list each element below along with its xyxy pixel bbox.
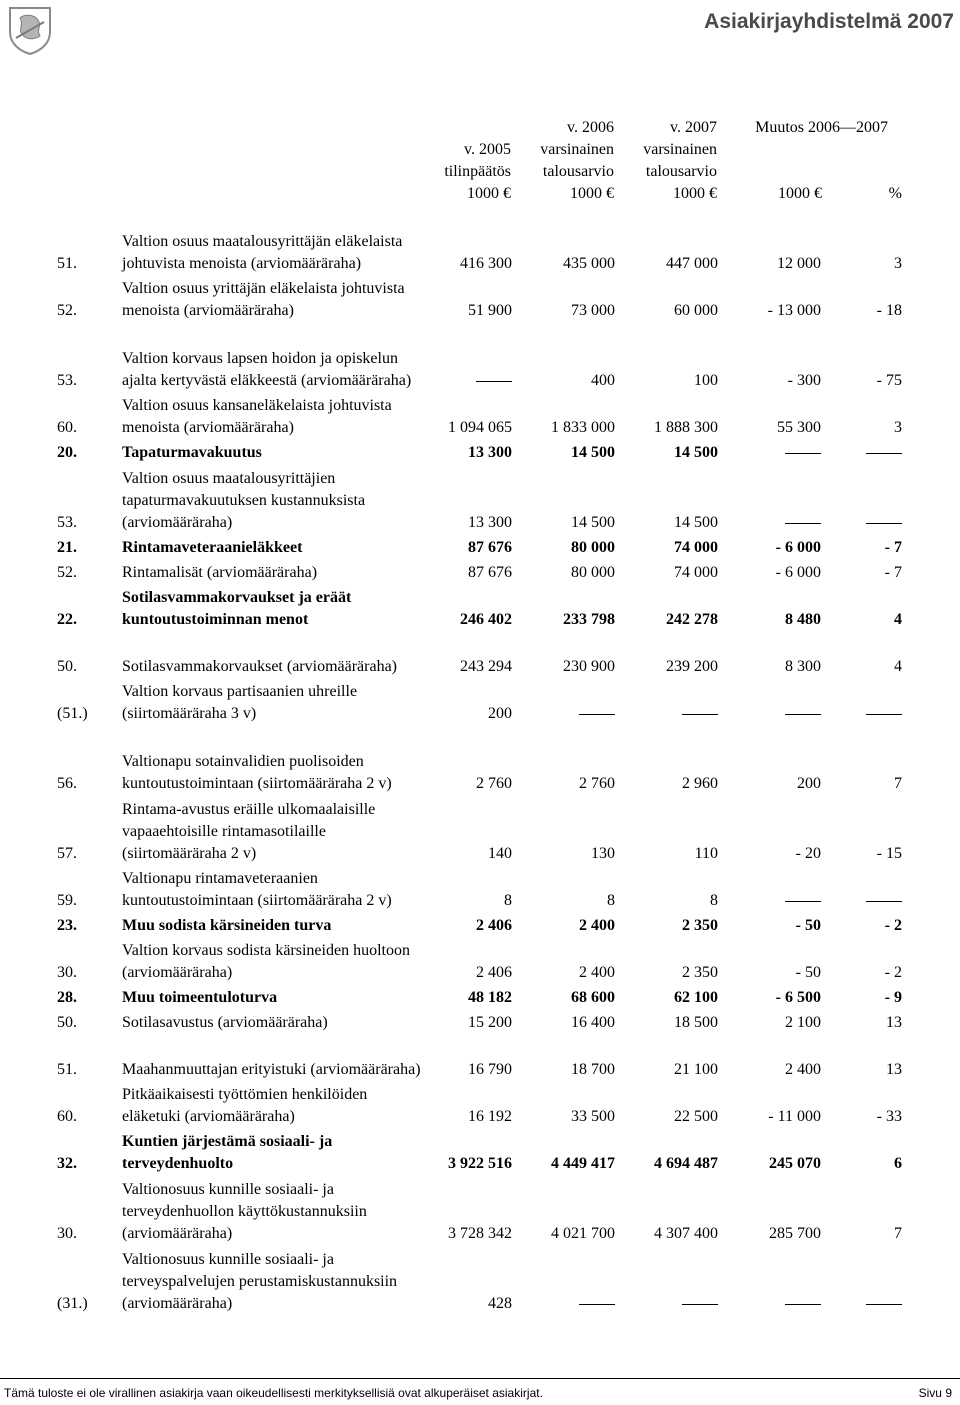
row-value bbox=[718, 678, 821, 725]
row-value: 87 676 bbox=[468, 539, 512, 556]
row-value: - 11 000 bbox=[768, 1108, 821, 1125]
budget-table bbox=[57, 205, 902, 1315]
row-value: 48 182 bbox=[468, 989, 512, 1006]
dash-mark bbox=[866, 1304, 902, 1305]
row-value: - 6 000 bbox=[775, 539, 821, 556]
row-value: 2 350 bbox=[682, 964, 718, 981]
row-value: 4 021 700 bbox=[551, 1225, 615, 1242]
table-row bbox=[57, 795, 902, 865]
dash-mark bbox=[785, 1304, 821, 1305]
dash-mark bbox=[866, 523, 902, 524]
row-value: 2 400 bbox=[579, 964, 615, 981]
row-number: 22. bbox=[57, 611, 77, 628]
page-number: Sivu 9 bbox=[918, 1386, 952, 1400]
column-header-2005: v. 2005 tilinpäätös 1000 € bbox=[444, 141, 511, 202]
row-number: 50. bbox=[57, 1014, 77, 1031]
dash-mark bbox=[476, 381, 512, 382]
row-value: 13 bbox=[886, 1014, 902, 1031]
row-value: - 33 bbox=[876, 1108, 902, 1125]
row-value: 2 400 bbox=[579, 917, 615, 934]
table-row bbox=[57, 534, 902, 559]
row-label: Valtion osuus maatalousyrittäjän eläkelaista johtuvista menoista (arviomääräraha) bbox=[122, 233, 403, 272]
row-number: 60. bbox=[57, 419, 77, 436]
row-value: 4 bbox=[894, 611, 902, 628]
dash-mark bbox=[866, 714, 902, 715]
row-value: 285 700 bbox=[769, 1225, 821, 1242]
row-value: 2 400 bbox=[785, 1061, 821, 1078]
table-row bbox=[57, 322, 902, 392]
row-value: 239 200 bbox=[666, 658, 718, 675]
row-value: - 6 000 bbox=[775, 564, 821, 581]
row-value bbox=[821, 439, 902, 464]
row-value bbox=[615, 1245, 718, 1315]
row-value bbox=[718, 464, 821, 534]
row-number: 23. bbox=[57, 917, 77, 934]
row-value: 3 bbox=[894, 255, 902, 272]
row-number: 52. bbox=[57, 302, 77, 319]
row-value: - 75 bbox=[876, 372, 902, 389]
row-value: 2 406 bbox=[476, 964, 512, 981]
row-value: - 15 bbox=[876, 845, 902, 862]
row-value: - 18 bbox=[876, 302, 902, 319]
row-value: 2 100 bbox=[785, 1014, 821, 1031]
row-value: - 2 bbox=[884, 964, 902, 981]
table-row bbox=[57, 1034, 902, 1081]
table-row bbox=[57, 1175, 902, 1245]
row-value: 447 000 bbox=[666, 255, 718, 272]
row-value: 8 bbox=[607, 892, 615, 909]
row-value bbox=[718, 439, 821, 464]
row-label: Rintama-avustus eräille ulkomaalaisille vapaaehtoisille rintamasotilaille (siirtomääräraha 2 v) bbox=[122, 801, 376, 862]
row-value: 16 192 bbox=[468, 1108, 512, 1125]
row-value: 2 960 bbox=[682, 775, 718, 792]
row-value: 14 500 bbox=[674, 444, 718, 461]
dash-mark bbox=[866, 901, 902, 902]
table-row bbox=[57, 439, 902, 464]
row-label: Valtion korvaus sodista kärsineiden huoltoon (arviomääräraha) bbox=[122, 942, 410, 981]
row-value: - 50 bbox=[795, 964, 821, 981]
row-label: Valtion osuus kansaneläkelaista johtuvista menoista (arviomääräraha) bbox=[122, 397, 392, 436]
table-row bbox=[57, 205, 902, 275]
row-value: 4 307 400 bbox=[654, 1225, 718, 1242]
row-value: - 6 500 bbox=[775, 989, 821, 1006]
row-label: Maahanmuuttajan erityistuki (arviomääräraha) bbox=[122, 1061, 421, 1078]
table-row bbox=[57, 1009, 902, 1034]
row-value: - 7 bbox=[884, 539, 902, 556]
row-number: 51. bbox=[57, 255, 77, 272]
row-label: Valtionapu sotainvalidien puolisoiden kuntoutustoimintaan (siirtomääräraha 2 v) bbox=[122, 753, 392, 792]
row-label: Rintamaveteraanieläkkeet bbox=[122, 539, 303, 556]
dash-mark bbox=[785, 453, 821, 454]
row-number: (31.) bbox=[57, 1295, 88, 1312]
row-label: Pitkäaikaisesti työttömien henkilöiden eläketuki (arviomääräraha) bbox=[122, 1086, 368, 1125]
row-value bbox=[512, 678, 615, 725]
table-row bbox=[57, 559, 902, 584]
row-number: 21. bbox=[57, 539, 77, 556]
row-value: 2 760 bbox=[476, 775, 512, 792]
row-value: 22 500 bbox=[674, 1108, 718, 1125]
row-value: 200 bbox=[797, 775, 821, 792]
row-label: Valtion osuus maatalousyrittäjien tapaturmavakuutuksen kustannuksista (arviomääräraha) bbox=[122, 470, 366, 531]
row-value: 80 000 bbox=[571, 539, 615, 556]
row-label: Muu toimeentuloturva bbox=[122, 989, 278, 1006]
row-value: 140 bbox=[488, 845, 512, 862]
row-value: - 2 bbox=[884, 917, 902, 934]
row-value: 8 480 bbox=[785, 611, 821, 628]
dash-mark bbox=[785, 523, 821, 524]
table-row bbox=[57, 1128, 902, 1175]
dash-mark bbox=[682, 714, 718, 715]
row-value bbox=[512, 1245, 615, 1315]
row-value: 1 833 000 bbox=[551, 419, 615, 436]
table-row bbox=[57, 392, 902, 439]
coat-of-arms-icon bbox=[4, 4, 56, 56]
row-value: 416 300 bbox=[460, 255, 512, 272]
row-value: 12 000 bbox=[777, 255, 821, 272]
row-value: 100 bbox=[694, 372, 718, 389]
row-value: 8 bbox=[504, 892, 512, 909]
row-value: 4 449 417 bbox=[551, 1155, 615, 1172]
dash-mark bbox=[579, 714, 615, 715]
row-value bbox=[615, 678, 718, 725]
row-value: 1 094 065 bbox=[448, 419, 512, 436]
row-label: Sotilasvammakorvaukset (arviomääräraha) bbox=[122, 658, 397, 675]
table-row bbox=[57, 984, 902, 1009]
row-value: 243 294 bbox=[460, 658, 512, 675]
row-value: 15 200 bbox=[468, 1014, 512, 1031]
row-value: 14 500 bbox=[571, 514, 615, 531]
row-value: 13 300 bbox=[468, 444, 512, 461]
row-value: 4 694 487 bbox=[654, 1155, 718, 1172]
row-value bbox=[821, 1245, 902, 1315]
row-value: 74 000 bbox=[674, 564, 718, 581]
document-title: Asiakirjayhdistelmä 2007 bbox=[704, 10, 954, 33]
row-value: 68 600 bbox=[571, 989, 615, 1006]
row-number: 53. bbox=[57, 372, 77, 389]
row-value: 8 300 bbox=[785, 658, 821, 675]
row-value: 16 790 bbox=[468, 1061, 512, 1078]
row-number: 57. bbox=[57, 845, 77, 862]
row-number: 50. bbox=[57, 658, 77, 675]
row-value: 60 000 bbox=[674, 302, 718, 319]
table-row bbox=[57, 725, 902, 795]
row-value: 4 bbox=[894, 658, 902, 675]
row-value bbox=[718, 865, 821, 912]
column-header-2007: v. 2007 varsinainen talousarvio 1000 € bbox=[643, 119, 717, 202]
table-row bbox=[57, 1081, 902, 1128]
row-value: 18 500 bbox=[674, 1014, 718, 1031]
row-value bbox=[821, 865, 902, 912]
row-value: 33 500 bbox=[571, 1108, 615, 1125]
row-label: Valtionapu rintamaveteraanien kuntoutustoimintaan (siirtomääräraha 2 v) bbox=[122, 870, 392, 909]
row-number: 56. bbox=[57, 775, 77, 792]
row-label: Tapaturmavakuutus bbox=[122, 444, 262, 461]
row-value: 6 bbox=[894, 1155, 902, 1172]
row-value: 14 500 bbox=[674, 514, 718, 531]
row-number: 59. bbox=[57, 892, 77, 909]
row-number: 32. bbox=[57, 1155, 77, 1172]
row-value: 21 100 bbox=[674, 1061, 718, 1078]
row-value: 7 bbox=[894, 1225, 902, 1242]
row-value: - 20 bbox=[795, 845, 821, 862]
row-value: 55 300 bbox=[777, 419, 821, 436]
row-number: 30. bbox=[57, 1225, 77, 1242]
dash-mark bbox=[682, 1304, 718, 1305]
row-value: 246 402 bbox=[460, 611, 512, 628]
row-value: 3 922 516 bbox=[448, 1155, 512, 1172]
row-value bbox=[422, 322, 512, 392]
row-number: 53. bbox=[57, 514, 77, 531]
table-row bbox=[57, 1245, 902, 1315]
row-value: 130 bbox=[591, 845, 615, 862]
page-header bbox=[0, 0, 960, 60]
row-number: 30. bbox=[57, 964, 77, 981]
row-number: 52. bbox=[57, 564, 77, 581]
row-value: 230 900 bbox=[563, 658, 615, 675]
row-value: 8 bbox=[710, 892, 718, 909]
row-value: 18 700 bbox=[571, 1061, 615, 1078]
row-value: 80 000 bbox=[571, 564, 615, 581]
row-value: 1 888 300 bbox=[654, 419, 718, 436]
column-header-change: Muutos 2006—2007 1000 € % bbox=[700, 117, 888, 197]
percent-header: % bbox=[888, 185, 902, 202]
row-value: 87 676 bbox=[468, 564, 512, 581]
row-label: Rintamalisät (arviomääräraha) bbox=[122, 564, 318, 581]
row-value: 435 000 bbox=[563, 255, 615, 272]
row-value: 16 400 bbox=[571, 1014, 615, 1031]
row-label: Kuntien järjestämä sosiaali- ja terveydenhuolto bbox=[122, 1133, 333, 1172]
table-row bbox=[57, 678, 902, 725]
row-value: - 13 000 bbox=[767, 302, 821, 319]
row-value: 233 798 bbox=[563, 611, 615, 628]
row-label: Valtion korvaus lapsen hoidon ja opiskelun ajalta kertyvästä eläkkeestä (arviomääräraha) bbox=[122, 350, 412, 389]
row-value: 428 bbox=[488, 1295, 512, 1312]
table-row bbox=[57, 584, 902, 631]
row-number: 28. bbox=[57, 989, 77, 1006]
footer-notice: Tämä tuloste ei ole virallinen asiakirja vaan oikeudellisesti merkityksellisiä ovat alkuperäiset asiakirjat. bbox=[4, 1386, 543, 1400]
row-label: Muu sodista kärsineiden turva bbox=[122, 917, 332, 934]
dash-mark bbox=[785, 901, 821, 902]
row-value: 245 070 bbox=[769, 1155, 821, 1172]
dash-mark bbox=[866, 453, 902, 454]
row-value: 13 bbox=[886, 1061, 902, 1078]
row-number: 60. bbox=[57, 1108, 77, 1125]
row-value: 3 bbox=[894, 419, 902, 436]
row-value: 200 bbox=[488, 705, 512, 722]
row-value bbox=[821, 464, 902, 534]
dash-mark bbox=[785, 714, 821, 715]
row-number: 20. bbox=[57, 444, 77, 461]
row-value: 74 000 bbox=[674, 539, 718, 556]
row-value bbox=[821, 678, 902, 725]
row-value: 51 900 bbox=[468, 302, 512, 319]
row-label: Valtion korvaus partisaanien uhreille (siirtomääräraha 3 v) bbox=[122, 683, 358, 722]
table-row bbox=[57, 912, 902, 937]
row-label: Valtionosuus kunnille sosiaali- ja terveydenhuollon käyttökustannuksiin (arviomääräraha) bbox=[122, 1181, 367, 1242]
row-value: 13 300 bbox=[468, 514, 512, 531]
row-value: - 50 bbox=[795, 917, 821, 934]
row-value: - 7 bbox=[884, 564, 902, 581]
table-row bbox=[57, 865, 902, 912]
row-value: 400 bbox=[591, 372, 615, 389]
row-label: Valtionosuus kunnille sosiaali- ja terveyspalvelujen perustamiskustannuksiin (arviomääräraha) bbox=[122, 1251, 398, 1312]
row-value: 73 000 bbox=[571, 302, 615, 319]
row-value: 14 500 bbox=[571, 444, 615, 461]
footer-divider bbox=[0, 1378, 960, 1379]
table-row bbox=[57, 275, 902, 322]
row-value: 2 406 bbox=[476, 917, 512, 934]
row-value: - 9 bbox=[884, 989, 902, 1006]
row-number: (51.) bbox=[57, 705, 88, 722]
row-value bbox=[718, 1245, 821, 1315]
row-value: 110 bbox=[694, 845, 718, 862]
row-label: Sotilasavustus (arviomääräraha) bbox=[122, 1014, 328, 1031]
row-value: 3 728 342 bbox=[448, 1225, 512, 1242]
row-value: 242 278 bbox=[666, 611, 718, 628]
page-footer bbox=[4, 1386, 956, 1400]
column-header-2006: v. 2006 varsinainen talousarvio 1000 € bbox=[540, 119, 614, 202]
row-value: 2 760 bbox=[579, 775, 615, 792]
row-label: Valtion osuus yrittäjän eläkelaista johtuvista menoista (arviomääräraha) bbox=[122, 280, 405, 319]
row-value: 62 100 bbox=[674, 989, 718, 1006]
row-label: Sotilasvammakorvaukset ja eräät kuntoutustoiminnan menot bbox=[122, 589, 352, 628]
table-row bbox=[57, 464, 902, 534]
dash-mark bbox=[579, 1304, 615, 1305]
row-number: 51. bbox=[57, 1061, 77, 1078]
table-row bbox=[57, 631, 902, 678]
row-value: - 300 bbox=[787, 372, 821, 389]
table-row bbox=[57, 937, 902, 984]
row-value: 7 bbox=[894, 775, 902, 792]
row-value: 2 350 bbox=[682, 917, 718, 934]
